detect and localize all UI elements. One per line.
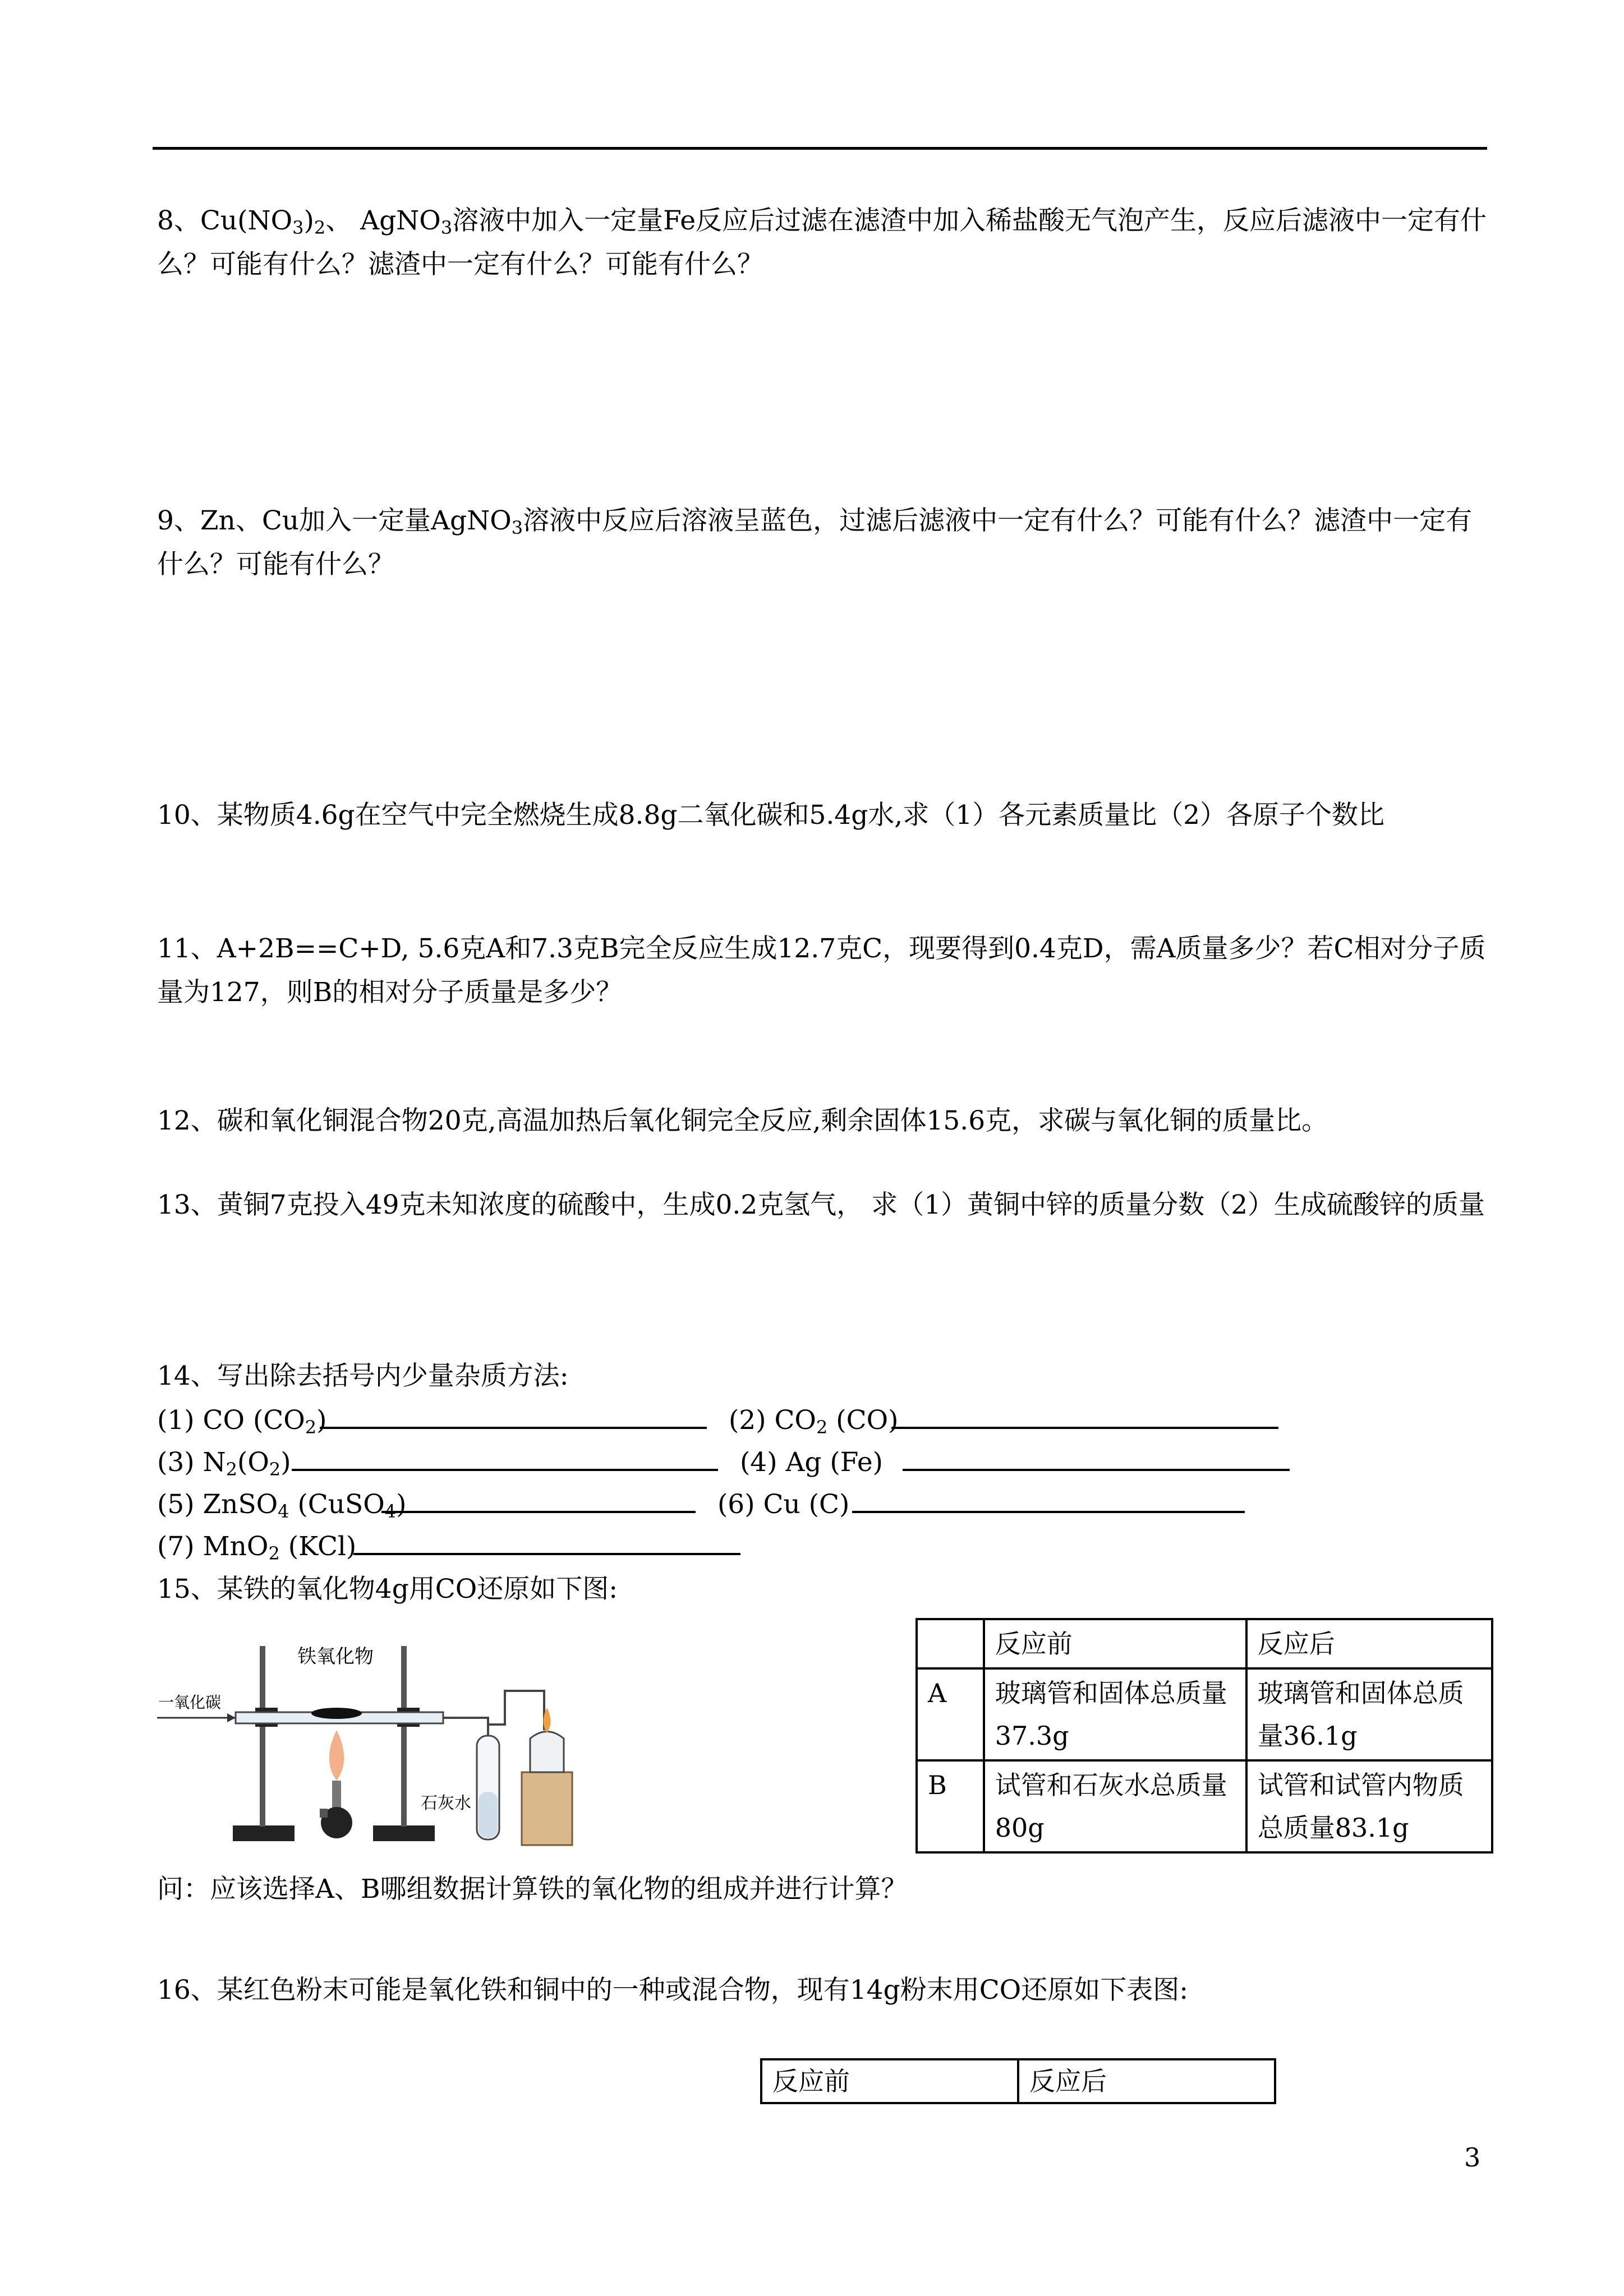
- question-13: 13、黄铜7克投入49克未知浓度的硫酸中，生成0.2克氢气， 求（1）黄铜中锌的质量分数（2）生成硫酸锌的质量: [157, 1190, 1485, 1220]
- question-9: 9、Zn、Cu加入一定量AgNO$_3$溶液中反应后溶液呈蓝色，过滤后滤液中一定有什么？可能有什么？滤渣中一定有什么？可能有什么？: [157, 505, 1473, 580]
- label-carbon-monoxide: 一氧化碳: [158, 1693, 222, 1712]
- question-16: 16、某红色粉末可能是氧化铁和铜中的一种或混合物，现有14g粉末用CO还原如下表图:: [157, 1975, 1189, 2005]
- question-8: 8、$Cu(NO_3)_2$、 AgNO$_3$溶液中加入一定量Fe反应后过滤在滤渣中加入稀盐酸无气泡产生，反应后滤液中一定有什么？可能有什么？滤渣中一定有什么？可能有什么？: [157, 205, 1487, 280]
- q14-answer-3[interactable]: [292, 1440, 718, 1471]
- table-row: 反应前 反应后: [761, 2059, 1275, 2103]
- table-row: 反应前 反应后: [917, 1619, 1492, 1668]
- table-row: A 玻璃管和固体总质量37.3g 玻璃管和固体总质量36.1g: [917, 1668, 1492, 1760]
- q15-data-table: [915, 1618, 1493, 1854]
- label-limewater: 石灰水: [421, 1794, 471, 1813]
- question-15-title: 15、某铁的氧化物4g用CO还原如下图:: [157, 1574, 618, 1605]
- q14-answer-1[interactable]: [320, 1398, 707, 1429]
- question-10: 10、某物质4.6g在空气中完全燃烧生成8.8g二氧化碳和5.4g水,求（1）各元素质量比（2）各原子个数比: [157, 800, 1385, 831]
- table-row: B 试管和石灰水总质量80g 试管和试管内物质总质量83.1g: [917, 1760, 1492, 1852]
- question-14-title: 14、写出除去括号内少量杂质方法:: [157, 1361, 569, 1391]
- question-12: 12、碳和氧化铜混合物20克,高温加热后氧化铜完全反应,剩余固体15.6克，求碳与氧化铜的质量比。: [157, 1105, 1328, 1136]
- q14-answer-4[interactable]: [903, 1440, 1290, 1471]
- header-rule: [153, 147, 1487, 150]
- question-15-ask: 问：应该选择A、B哪组数据计算铁的氧化物的组成并进行计算？: [157, 1874, 908, 1905]
- q14-row-4: (7) MnO$_2$ (KCl): [157, 1524, 740, 1569]
- question-11: 11、A+2B==C+D, 5.6克A和7.3克B完全反应生成12.7克C，现要得到0.4克D，需A质量多少？若C相对分子质量为127，则B的相对分子质量是多少？: [157, 933, 1486, 1008]
- page-number: 3: [1464, 2142, 1481, 2173]
- q14-row-1: (1) CO $(CO_2)$ (2) $CO_2$ (CO): [157, 1398, 1278, 1442]
- q14-answer-6[interactable]: [852, 1482, 1245, 1513]
- label-iron-oxide: 铁氧化物: [297, 1645, 374, 1668]
- q14-answer-2[interactable]: [891, 1398, 1278, 1429]
- co-reduction-apparatus-diagram: [157, 1624, 595, 1851]
- q14-answer-7[interactable]: [353, 1524, 740, 1555]
- q14-row-2: (3) $N_2(O_2)$ (4) Ag (Fe): [157, 1440, 1290, 1484]
- q16-data-table: [760, 2058, 1276, 2104]
- q14-row-3: (5) ZnSO$_4$ (CuSO$_4$) (6) Cu (C): [157, 1482, 1245, 1527]
- q14-answer-5[interactable]: [381, 1482, 696, 1513]
